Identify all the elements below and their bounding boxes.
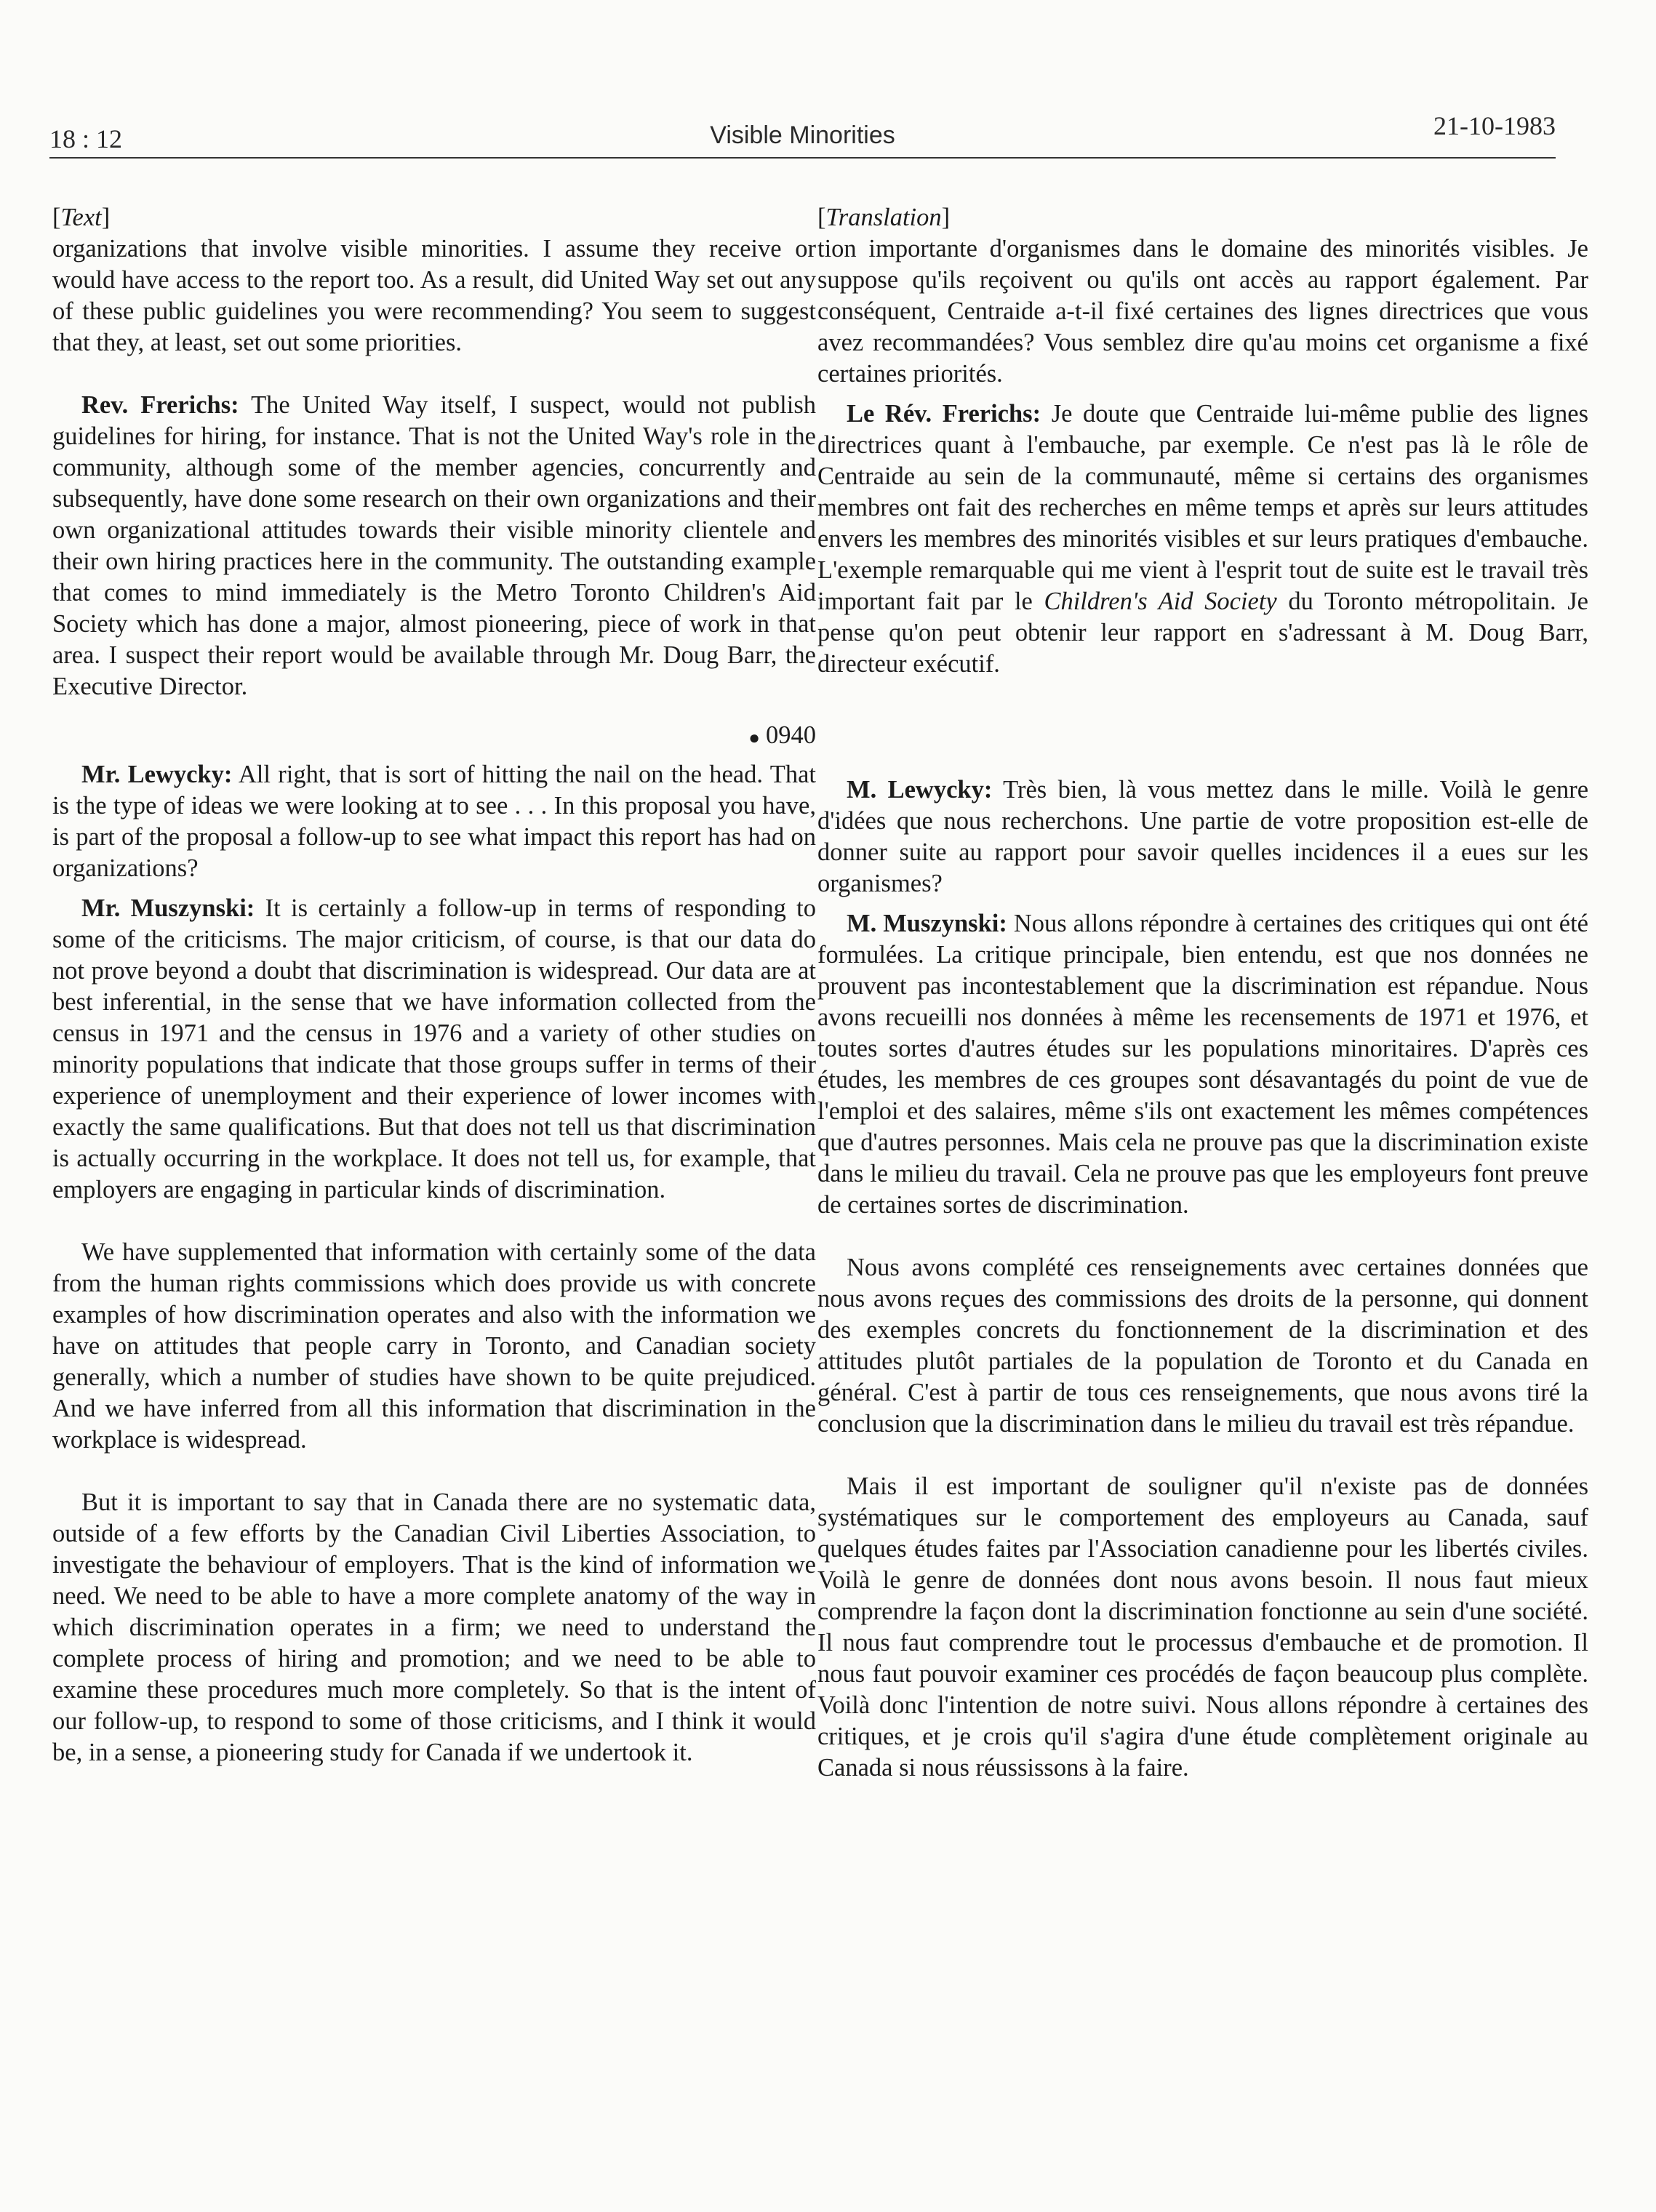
time-marker — [52, 720, 816, 753]
paragraph-lewycky — [817, 774, 1588, 899]
paragraph: We have supplemented that information with certainly some of the data from the human rights commissions which does provide us with concrete examples of how discrimination operates and also with the information we have on attitudes that people carry in Toronto, and Canadian society generally, which a number of studies have shown to be quite prejudiced. And we have inferred from all this information that discrimination in the workplace is widespread. — [52, 1238, 816, 1454]
speech-text: It is certainly a follow-up in terms of responding to some of the criticisms. The major criticism, of course, is that our data do not prove beyond a doubt that discrimination is widespread. Our data are at best inferential, in the sense that we have information collected from the census in 1971 and the census in 1976 and a variety of other studies on minority populations that indicate that those groups suffer in terms of their experience of unemployment and their experience of lower incomes with exactly the same qualifications. But that does not tell us that discrimination is actually occurring in the workplace. It does not tell us, for example, that employers are engaging in particular kinds of discrimination. — [52, 894, 817, 1203]
speech-text: The United Way itself, I suspect, would not publish guidelines for hiring, for instance. That is not the United Way's role in the community, although some of the member agencies, concurrently and subsequently, have done some research on their own organizations and their own organizational attitudes towards their visible minority clientele and their own hiring practices here in the community. The outstanding example that comes to mind immediately is the Metro Toronto Children's Aid Society which has done a major, almost pioneering, piece of work in that area. I suspect their report would be available through Mr. Doug Barr, the Executive Director. — [52, 391, 817, 700]
speaker-name: M. Lewycky: — [847, 776, 993, 804]
bullet-icon: ● — [748, 726, 760, 748]
speech-text: Très bien, là vous mettez dans le mille. Voilà le genre d'idées que nous recherchons. Une partie de votre proposition est-elle de donner suite au rapport pour savoir quelles incidences il a eues sur les organismes? — [817, 776, 1589, 897]
speech-text: Nous allons répondre à certaines des critiques qui ont été formulées. La critique principale, bien entendu, est que nos données ne prouvent pas incontestablement que la discrimination est répandue. Nous avons recueilli nos données à même les recensements de 1971 et 1976, et toutes sortes d'autres études sur les populations minoritaires. D'après ces études, les membres de ces groupes sont désavantagés du point de vue de l'emploi et des salaires, même s'ils ont exactement les mêmes compétences que d'autres personnes. Mais cela ne prouve pas que la discrimination existe dans le milieu du travail. Cela ne prouve pas que les employeurs font preuve de certaines sortes de discrimination. — [817, 910, 1588, 1219]
paragraph: Mais il est important de souligner qu'il n'existe pas de données systématiques sur le comportement des employeurs au Canada, sauf quelques études faites par l'Association canadienne pour les libertés civiles. Voilà le genre de données dont nous avons besoin. Il nous faut mieux comprendre la façon dont la discrimination fonctionne au sein d'une société. Il nous faut comprendre tout le processus d'embauche et de promotion. Il nous faut pouvoir examiner ces procédés de façon beaucoup plus complète. Voilà donc l'intention de notre suivi. Nous allons répondre à certaines des critiques, et je crois qu'il s'agira d'une étude complètement originale au Canada si nous réussissons à la faire. — [817, 1472, 1588, 1782]
paragraph-lewycky — [52, 759, 816, 884]
paragraph: But it is important to say that in Canada there are no systematic data, outside of a few efforts by the Canadian Civil Liberties Association, to investigate the behaviour of employers. That is the kind of information we need. We need to be able to have a more complete anatomy of the way in which discrimination operates in a firm; we need to understand the complete process of hiring and promotion; and we need to be able to examine these procedures much more completely. So that is the intent of our follow-up, to respond to some of those criticisms, and I think it would be, in a sense, a pioneering study for Canada if we undertook it. — [52, 1488, 816, 1766]
column-tag-text: [ Text ] — [52, 202, 816, 233]
speaker-name: Mr. Lewycky: — [81, 760, 233, 788]
page-header — [49, 111, 1556, 154]
speaker-name: Le Rév. Frerichs: — [847, 400, 1041, 428]
paragraph-frerichs — [52, 390, 816, 702]
page-number: 18 : 12 — [49, 124, 123, 153]
speaker-name: Rev. Frerichs: — [81, 391, 239, 419]
speaker-name: M. Muszynski: — [847, 910, 1007, 937]
speech-text: All right, that is sort of hitting the nail on the head. That is the type of ideas we were looking at to see . . . In this proposal you have, is part of the proposal a follow-up to see what impact this report has had on organizations? — [52, 760, 816, 882]
header-rule — [49, 157, 1556, 159]
english-column — [52, 202, 816, 1768]
paragraph-muszynski — [817, 908, 1588, 1221]
italic-name: Children's Aid Society — [1044, 588, 1277, 615]
running-title: Visible Minorities — [710, 121, 895, 149]
paragraph-frerichs — [817, 398, 1588, 680]
speaker-name: Mr. Muszynski: — [81, 894, 255, 922]
paragraph-continuation: organizations that involve visible minorities. I assume they receive or would have access to the report too. As a result, did United Way set out any of these public guidelines you were recommending? You seem to suggest that they, at least, set out some priorities. — [52, 235, 816, 356]
paragraph: Nous avons complété ces renseignements avec certaines données que nous avons reçues des commissions des droits de la personne, qui donnent des exemples concrets du fonctionnement de la discrimination et des attitudes plutôt partiales de la population de Toronto et du Canada en général. C'est à partir de tous ces renseignements, que nous avons tiré la conclusion que la discrimination dans le milieu du travail est très répandue. — [817, 1254, 1588, 1438]
french-column — [817, 202, 1588, 1784]
time-marker-value: 0940 — [766, 721, 816, 749]
paragraph-continuation: tion importante d'organismes dans le domaine des minorités visibles. Je suppose qu'ils reçoivent ou qu'ils ont accès au rapport également. Par conséquent, Centraide a-t-il fixé certaines des lignes directrices que vous avez recommandées? Vous semblez dire qu'au moins cet organisme a fixé certaines priorités. — [817, 235, 1588, 388]
paragraph-muszynski — [52, 893, 816, 1206]
page-date: 21-10-1983 — [1433, 111, 1556, 140]
speech-text: Je doute que Centraide lui-même publie des lignes directrices quant à l'embauche, par exemple. Ce n'est pas là le rôle de Centraide au sein de la communauté, même si certains des organismes membres ont fait des recherches en même temps et après sur leurs attitudes envers les membres des minorités visibles et sur leurs pratiques d'embauche. L'exemple remarquable qui me vient à l'esprit tout de suite est le travail très important fait par le — [817, 400, 1588, 615]
speech-text: du Toronto métropolitain. Je pense qu'on peut obtenir leur rapport en s'adressant à M. Doug Barr, directeur exécutif. — [817, 588, 1588, 678]
column-tag-translation: [ Translation ] — [817, 202, 1588, 233]
